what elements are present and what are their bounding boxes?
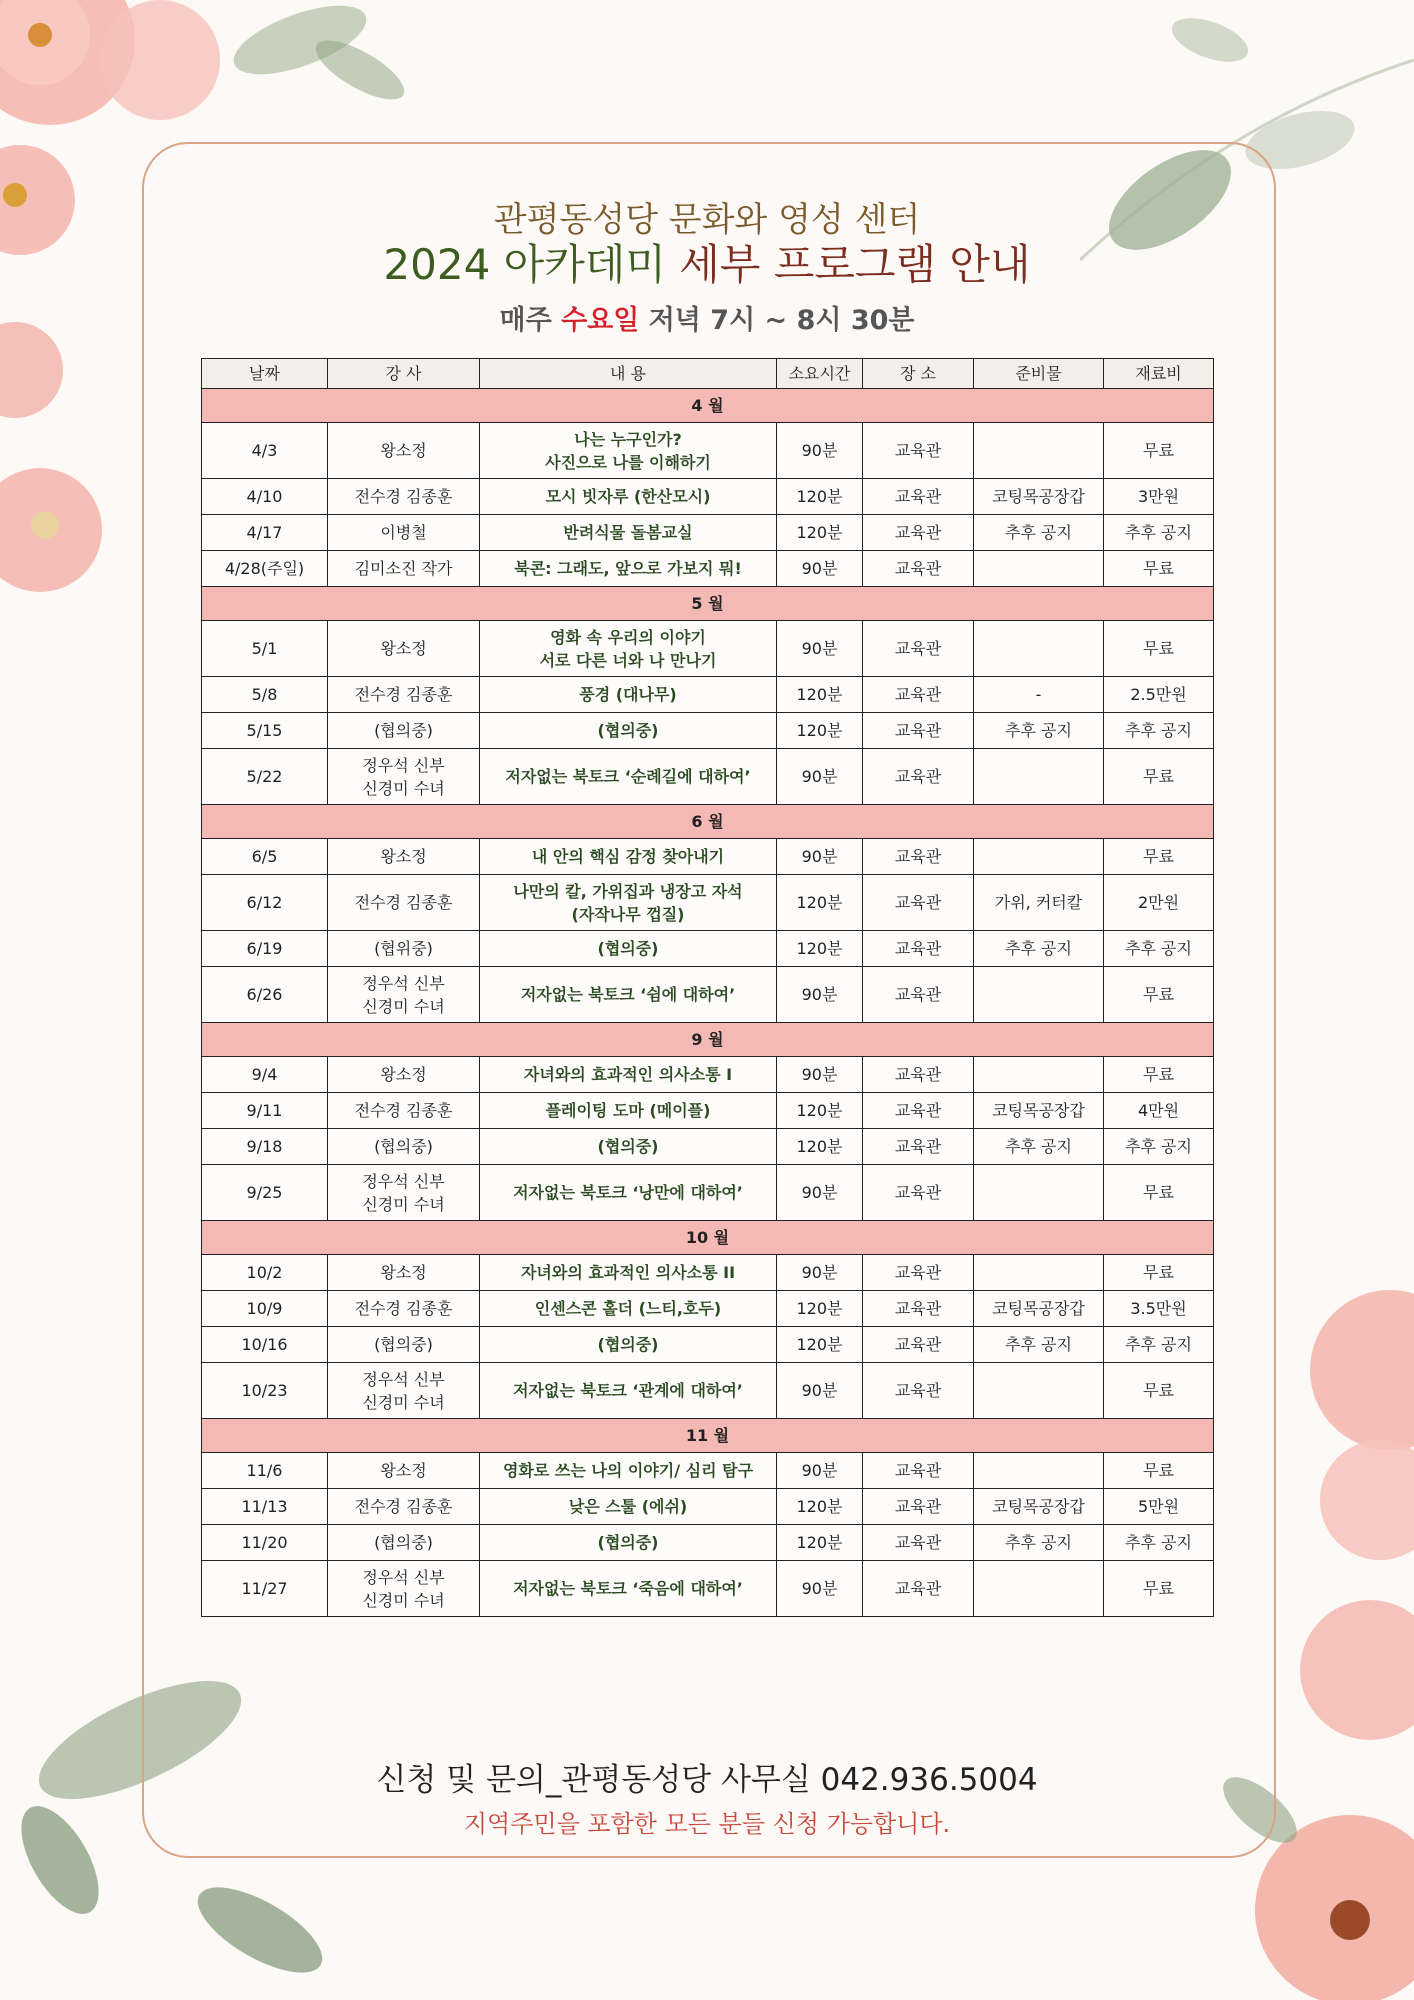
instructor-cell: 전수경 김종훈 bbox=[328, 1489, 480, 1525]
location-cell: 교육관 bbox=[863, 1525, 974, 1561]
location-cell: 교육관 bbox=[863, 1327, 974, 1363]
date-cell: 9/18 bbox=[202, 1129, 328, 1165]
duration-cell: 90분 bbox=[777, 621, 863, 677]
duration-cell: 120분 bbox=[777, 713, 863, 749]
instructor-cell: 김미소진 작가 bbox=[328, 551, 480, 587]
fee-cell: 추후 공지 bbox=[1104, 1129, 1214, 1165]
column-header-supplies: 준비물 bbox=[974, 359, 1104, 389]
location-cell: 교육관 bbox=[863, 1561, 974, 1617]
column-header-date: 날짜 bbox=[202, 359, 328, 389]
supplies-cell: 코팅목공장갑 bbox=[974, 479, 1104, 515]
column-header-instructor: 강 사 bbox=[328, 359, 480, 389]
table-row bbox=[202, 1165, 1214, 1221]
fee-cell: 추후 공지 bbox=[1104, 713, 1214, 749]
supplies-cell bbox=[974, 551, 1104, 587]
supplies-cell: 추후 공지 bbox=[974, 1327, 1104, 1363]
month-label: 6 월 bbox=[202, 805, 1214, 839]
content-cell: 인센스콘 홀더 (느티,호두) bbox=[480, 1291, 777, 1327]
column-header-fee: 재료비 bbox=[1104, 359, 1214, 389]
content-cell: 영화로 쓰는 나의 이야기/ 심리 탐구 bbox=[480, 1453, 777, 1489]
table-row bbox=[202, 423, 1214, 479]
schedule-subtitle-time: 저녁 7시 ~ 8시 30분 bbox=[648, 305, 915, 336]
table-row bbox=[202, 1561, 1214, 1617]
date-cell: 9/25 bbox=[202, 1165, 328, 1221]
schedule-subtitle-pre: 매주 bbox=[499, 305, 552, 336]
location-cell: 교육관 bbox=[863, 1255, 974, 1291]
supplies-cell bbox=[974, 1057, 1104, 1093]
table-row bbox=[202, 875, 1214, 931]
table-row bbox=[202, 1453, 1214, 1489]
fee-cell: 5만원 bbox=[1104, 1489, 1214, 1525]
fee-cell: 무료 bbox=[1104, 839, 1214, 875]
table-row bbox=[202, 931, 1214, 967]
instructor-cell: 왕소정 bbox=[328, 1453, 480, 1489]
duration-cell: 120분 bbox=[777, 1129, 863, 1165]
location-cell: 교육관 bbox=[863, 1129, 974, 1165]
content-cell: (협의중) bbox=[480, 1525, 777, 1561]
fee-cell: 무료 bbox=[1104, 1363, 1214, 1419]
location-cell: 교육관 bbox=[863, 551, 974, 587]
duration-cell: 90분 bbox=[777, 749, 863, 805]
fee-cell: 무료 bbox=[1104, 621, 1214, 677]
table-row bbox=[202, 967, 1214, 1023]
table-row bbox=[202, 479, 1214, 515]
fee-cell: 무료 bbox=[1104, 1057, 1214, 1093]
month-label: 10 월 bbox=[202, 1221, 1214, 1255]
program-title bbox=[0, 232, 1414, 292]
fee-cell: 3만원 bbox=[1104, 479, 1214, 515]
month-row bbox=[202, 1023, 1214, 1057]
content-cell: (협의중) bbox=[480, 1327, 777, 1363]
month-label: 4 월 bbox=[202, 389, 1214, 423]
date-cell: 6/12 bbox=[202, 875, 328, 931]
duration-cell: 90분 bbox=[777, 1453, 863, 1489]
month-row bbox=[202, 1221, 1214, 1255]
supplies-cell: - bbox=[974, 677, 1104, 713]
content-cell: 영화 속 우리의 이야기 서로 다른 너와 나 만나기 bbox=[480, 621, 777, 677]
table-row bbox=[202, 1327, 1214, 1363]
content-cell: 자녀와의 효과적인 의사소통 II bbox=[480, 1255, 777, 1291]
supplies-cell: 코팅목공장갑 bbox=[974, 1093, 1104, 1129]
supplies-cell bbox=[974, 621, 1104, 677]
fee-cell: 추후 공지 bbox=[1104, 515, 1214, 551]
date-cell: 5/8 bbox=[202, 677, 328, 713]
location-cell: 교육관 bbox=[863, 875, 974, 931]
instructor-cell: 정우석 신부 신경미 수녀 bbox=[328, 749, 480, 805]
content-cell: 나는 누구인가? 사진으로 나를 이해하기 bbox=[480, 423, 777, 479]
month-row bbox=[202, 1419, 1214, 1453]
date-cell: 10/23 bbox=[202, 1363, 328, 1419]
date-cell: 6/19 bbox=[202, 931, 328, 967]
location-cell: 교육관 bbox=[863, 1291, 974, 1327]
supplies-cell bbox=[974, 967, 1104, 1023]
table-row bbox=[202, 1489, 1214, 1525]
supplies-cell bbox=[974, 1363, 1104, 1419]
content-cell: 자녀와의 효과적인 의사소통 I bbox=[480, 1057, 777, 1093]
instructor-cell: 정우석 신부 신경미 수녀 bbox=[328, 1363, 480, 1419]
date-cell: 10/2 bbox=[202, 1255, 328, 1291]
month-row bbox=[202, 389, 1214, 423]
duration-cell: 90분 bbox=[777, 1165, 863, 1221]
supplies-cell: 추후 공지 bbox=[974, 1525, 1104, 1561]
table-row bbox=[202, 551, 1214, 587]
instructor-cell: (협의중) bbox=[328, 1525, 480, 1561]
content-cell: 내 안의 핵심 감정 찾아내기 bbox=[480, 839, 777, 875]
table-row bbox=[202, 1291, 1214, 1327]
supplies-cell: 가위, 커터칼 bbox=[974, 875, 1104, 931]
fee-cell: 무료 bbox=[1104, 1453, 1214, 1489]
date-cell: 5/15 bbox=[202, 713, 328, 749]
instructor-cell: (협위중) bbox=[328, 931, 480, 967]
fee-cell: 무료 bbox=[1104, 423, 1214, 479]
location-cell: 교육관 bbox=[863, 423, 974, 479]
center-title: 관평동성당 문화와 영성 센터 bbox=[493, 200, 921, 240]
location-cell: 교육관 bbox=[863, 967, 974, 1023]
instructor-cell: (협의중) bbox=[328, 713, 480, 749]
duration-cell: 120분 bbox=[777, 677, 863, 713]
date-cell: 11/27 bbox=[202, 1561, 328, 1617]
location-cell: 교육관 bbox=[863, 931, 974, 967]
duration-cell: 120분 bbox=[777, 1489, 863, 1525]
location-cell: 교육관 bbox=[863, 1093, 974, 1129]
date-cell: 4/28(주일) bbox=[202, 551, 328, 587]
location-cell: 교육관 bbox=[863, 1363, 974, 1419]
fee-cell: 무료 bbox=[1104, 1561, 1214, 1617]
date-cell: 5/1 bbox=[202, 621, 328, 677]
date-cell: 4/17 bbox=[202, 515, 328, 551]
content-cell: 나만의 칼, 가위집과 냉장고 자석 (자작나무 껍질) bbox=[480, 875, 777, 931]
fee-cell: 무료 bbox=[1104, 1255, 1214, 1291]
duration-cell: 120분 bbox=[777, 875, 863, 931]
table-row bbox=[202, 1255, 1214, 1291]
fee-cell: 추후 공지 bbox=[1104, 931, 1214, 967]
date-cell: 9/4 bbox=[202, 1057, 328, 1093]
table-row bbox=[202, 621, 1214, 677]
date-cell: 6/26 bbox=[202, 967, 328, 1023]
date-cell: 4/10 bbox=[202, 479, 328, 515]
instructor-cell: 왕소정 bbox=[328, 621, 480, 677]
fee-cell: 무료 bbox=[1104, 551, 1214, 587]
month-label: 9 월 bbox=[202, 1023, 1214, 1057]
supplies-cell: 추후 공지 bbox=[974, 515, 1104, 551]
supplies-cell bbox=[974, 1165, 1104, 1221]
supplies-cell: 코팅목공장갑 bbox=[974, 1489, 1104, 1525]
date-cell: 6/5 bbox=[202, 839, 328, 875]
content-cell: 저자없는 북토크 ‘관계에 대하여’ bbox=[480, 1363, 777, 1419]
date-cell: 11/13 bbox=[202, 1489, 328, 1525]
duration-cell: 90분 bbox=[777, 839, 863, 875]
duration-cell: 120분 bbox=[777, 1327, 863, 1363]
fee-cell: 3.5만원 bbox=[1104, 1291, 1214, 1327]
program-title-rest: 세부 프로그램 안내 bbox=[679, 240, 1031, 289]
location-cell: 교육관 bbox=[863, 1489, 974, 1525]
fee-cell: 무료 bbox=[1104, 749, 1214, 805]
location-cell: 교육관 bbox=[863, 677, 974, 713]
location-cell: 교육관 bbox=[863, 515, 974, 551]
table-row bbox=[202, 1363, 1214, 1419]
instructor-cell: 정우석 신부 신경미 수녀 bbox=[328, 1165, 480, 1221]
location-cell: 교육관 bbox=[863, 1057, 974, 1093]
supplies-cell bbox=[974, 1453, 1104, 1489]
instructor-cell: 전수경 김종훈 bbox=[328, 479, 480, 515]
table-row bbox=[202, 1525, 1214, 1561]
fee-cell: 2.5만원 bbox=[1104, 677, 1214, 713]
schedule-table bbox=[201, 358, 1214, 1617]
duration-cell: 90분 bbox=[777, 1255, 863, 1291]
table-row bbox=[202, 1057, 1214, 1093]
duration-cell: 120분 bbox=[777, 1525, 863, 1561]
duration-cell: 120분 bbox=[777, 515, 863, 551]
location-cell: 교육관 bbox=[863, 621, 974, 677]
instructor-cell: 왕소정 bbox=[328, 1057, 480, 1093]
fee-cell: 4만원 bbox=[1104, 1093, 1214, 1129]
date-cell: 9/11 bbox=[202, 1093, 328, 1129]
instructor-cell: 이병철 bbox=[328, 515, 480, 551]
table-row bbox=[202, 677, 1214, 713]
date-cell: 4/3 bbox=[202, 423, 328, 479]
duration-cell: 120분 bbox=[777, 1093, 863, 1129]
eligibility-note: 지역주민을 포함한 모든 분들 신청 가능합니다. bbox=[463, 1810, 951, 1838]
program-title-year: 2024 아카데미 bbox=[383, 240, 666, 289]
date-cell: 5/22 bbox=[202, 749, 328, 805]
duration-cell: 90분 bbox=[777, 1363, 863, 1419]
schedule-subtitle-day: 수요일 bbox=[561, 305, 640, 336]
instructor-cell: 전수경 김종훈 bbox=[328, 1093, 480, 1129]
content-cell: 북콘: 그래도, 앞으로 가보지 뭐! bbox=[480, 551, 777, 587]
content-cell: 반려식물 돌봄교실 bbox=[480, 515, 777, 551]
location-cell: 교육관 bbox=[863, 479, 974, 515]
month-row bbox=[202, 805, 1214, 839]
schedule-subtitle bbox=[0, 298, 1414, 337]
content-cell: (협의중) bbox=[480, 931, 777, 967]
month-label: 5 월 bbox=[202, 587, 1214, 621]
fee-cell: 무료 bbox=[1104, 1165, 1214, 1221]
supplies-cell: 추후 공지 bbox=[974, 931, 1104, 967]
supplies-cell: 추후 공지 bbox=[974, 1129, 1104, 1165]
content-cell: 저자없는 북토크 ‘낭만에 대하여’ bbox=[480, 1165, 777, 1221]
column-header-location: 장 소 bbox=[863, 359, 974, 389]
fee-cell: 추후 공지 bbox=[1104, 1327, 1214, 1363]
content-cell: 저자없는 북토크 ‘쉼에 대하여’ bbox=[480, 967, 777, 1023]
table-row bbox=[202, 839, 1214, 875]
table-header-row bbox=[202, 359, 1214, 389]
instructor-cell: 정우석 신부 신경미 수녀 bbox=[328, 967, 480, 1023]
month-label: 11 월 bbox=[202, 1419, 1214, 1453]
contact-info: 신청 및 문의_관평동성당 사무실 042.936.5004 bbox=[376, 1762, 1038, 1798]
supplies-cell bbox=[974, 839, 1104, 875]
date-cell: 11/6 bbox=[202, 1453, 328, 1489]
supplies-cell: 추후 공지 bbox=[974, 713, 1104, 749]
duration-cell: 90분 bbox=[777, 1561, 863, 1617]
table-row bbox=[202, 749, 1214, 805]
supplies-cell bbox=[974, 1561, 1104, 1617]
date-cell: 11/20 bbox=[202, 1525, 328, 1561]
instructor-cell: (협의중) bbox=[328, 1129, 480, 1165]
duration-cell: 120분 bbox=[777, 931, 863, 967]
location-cell: 교육관 bbox=[863, 1165, 974, 1221]
table-row bbox=[202, 1129, 1214, 1165]
table-row bbox=[202, 515, 1214, 551]
instructor-cell: 전수경 김종훈 bbox=[328, 677, 480, 713]
duration-cell: 90분 bbox=[777, 1057, 863, 1093]
table-row bbox=[202, 713, 1214, 749]
instructor-cell: 왕소정 bbox=[328, 839, 480, 875]
instructor-cell: 왕소정 bbox=[328, 1255, 480, 1291]
content-cell: 모시 빗자루 (한산모시) bbox=[480, 479, 777, 515]
table-row bbox=[202, 1093, 1214, 1129]
instructor-cell: 정우석 신부 신경미 수녀 bbox=[328, 1561, 480, 1617]
duration-cell: 90분 bbox=[777, 967, 863, 1023]
location-cell: 교육관 bbox=[863, 749, 974, 805]
supplies-cell bbox=[974, 749, 1104, 805]
duration-cell: 90분 bbox=[777, 423, 863, 479]
instructor-cell: 왕소정 bbox=[328, 423, 480, 479]
content-cell: 저자없는 북토크 ‘순례길에 대하여’ bbox=[480, 749, 777, 805]
supplies-cell: 코팅목공장갑 bbox=[974, 1291, 1104, 1327]
content-cell: 플레이팅 도마 (메이플) bbox=[480, 1093, 777, 1129]
date-cell: 10/16 bbox=[202, 1327, 328, 1363]
supplies-cell bbox=[974, 423, 1104, 479]
month-row bbox=[202, 587, 1214, 621]
fee-cell: 무료 bbox=[1104, 967, 1214, 1023]
instructor-cell: (협의중) bbox=[328, 1327, 480, 1363]
content-cell: 저자없는 북토크 ‘죽음에 대하여’ bbox=[480, 1561, 777, 1617]
content-cell: (협의중) bbox=[480, 1129, 777, 1165]
duration-cell: 90분 bbox=[777, 551, 863, 587]
duration-cell: 120분 bbox=[777, 479, 863, 515]
instructor-cell: 전수경 김종훈 bbox=[328, 1291, 480, 1327]
instructor-cell: 전수경 김종훈 bbox=[328, 875, 480, 931]
duration-cell: 120분 bbox=[777, 1291, 863, 1327]
fee-cell: 2만원 bbox=[1104, 875, 1214, 931]
fee-cell: 추후 공지 bbox=[1104, 1525, 1214, 1561]
content-cell: (협의중) bbox=[480, 713, 777, 749]
location-cell: 교육관 bbox=[863, 839, 974, 875]
column-header-content: 내 용 bbox=[480, 359, 777, 389]
column-header-duration: 소요시간 bbox=[777, 359, 863, 389]
content-cell: 풍경 (대나무) bbox=[480, 677, 777, 713]
content-cell: 낮은 스툴 (에쉬) bbox=[480, 1489, 777, 1525]
location-cell: 교육관 bbox=[863, 1453, 974, 1489]
date-cell: 10/9 bbox=[202, 1291, 328, 1327]
location-cell: 교육관 bbox=[863, 713, 974, 749]
supplies-cell bbox=[974, 1255, 1104, 1291]
